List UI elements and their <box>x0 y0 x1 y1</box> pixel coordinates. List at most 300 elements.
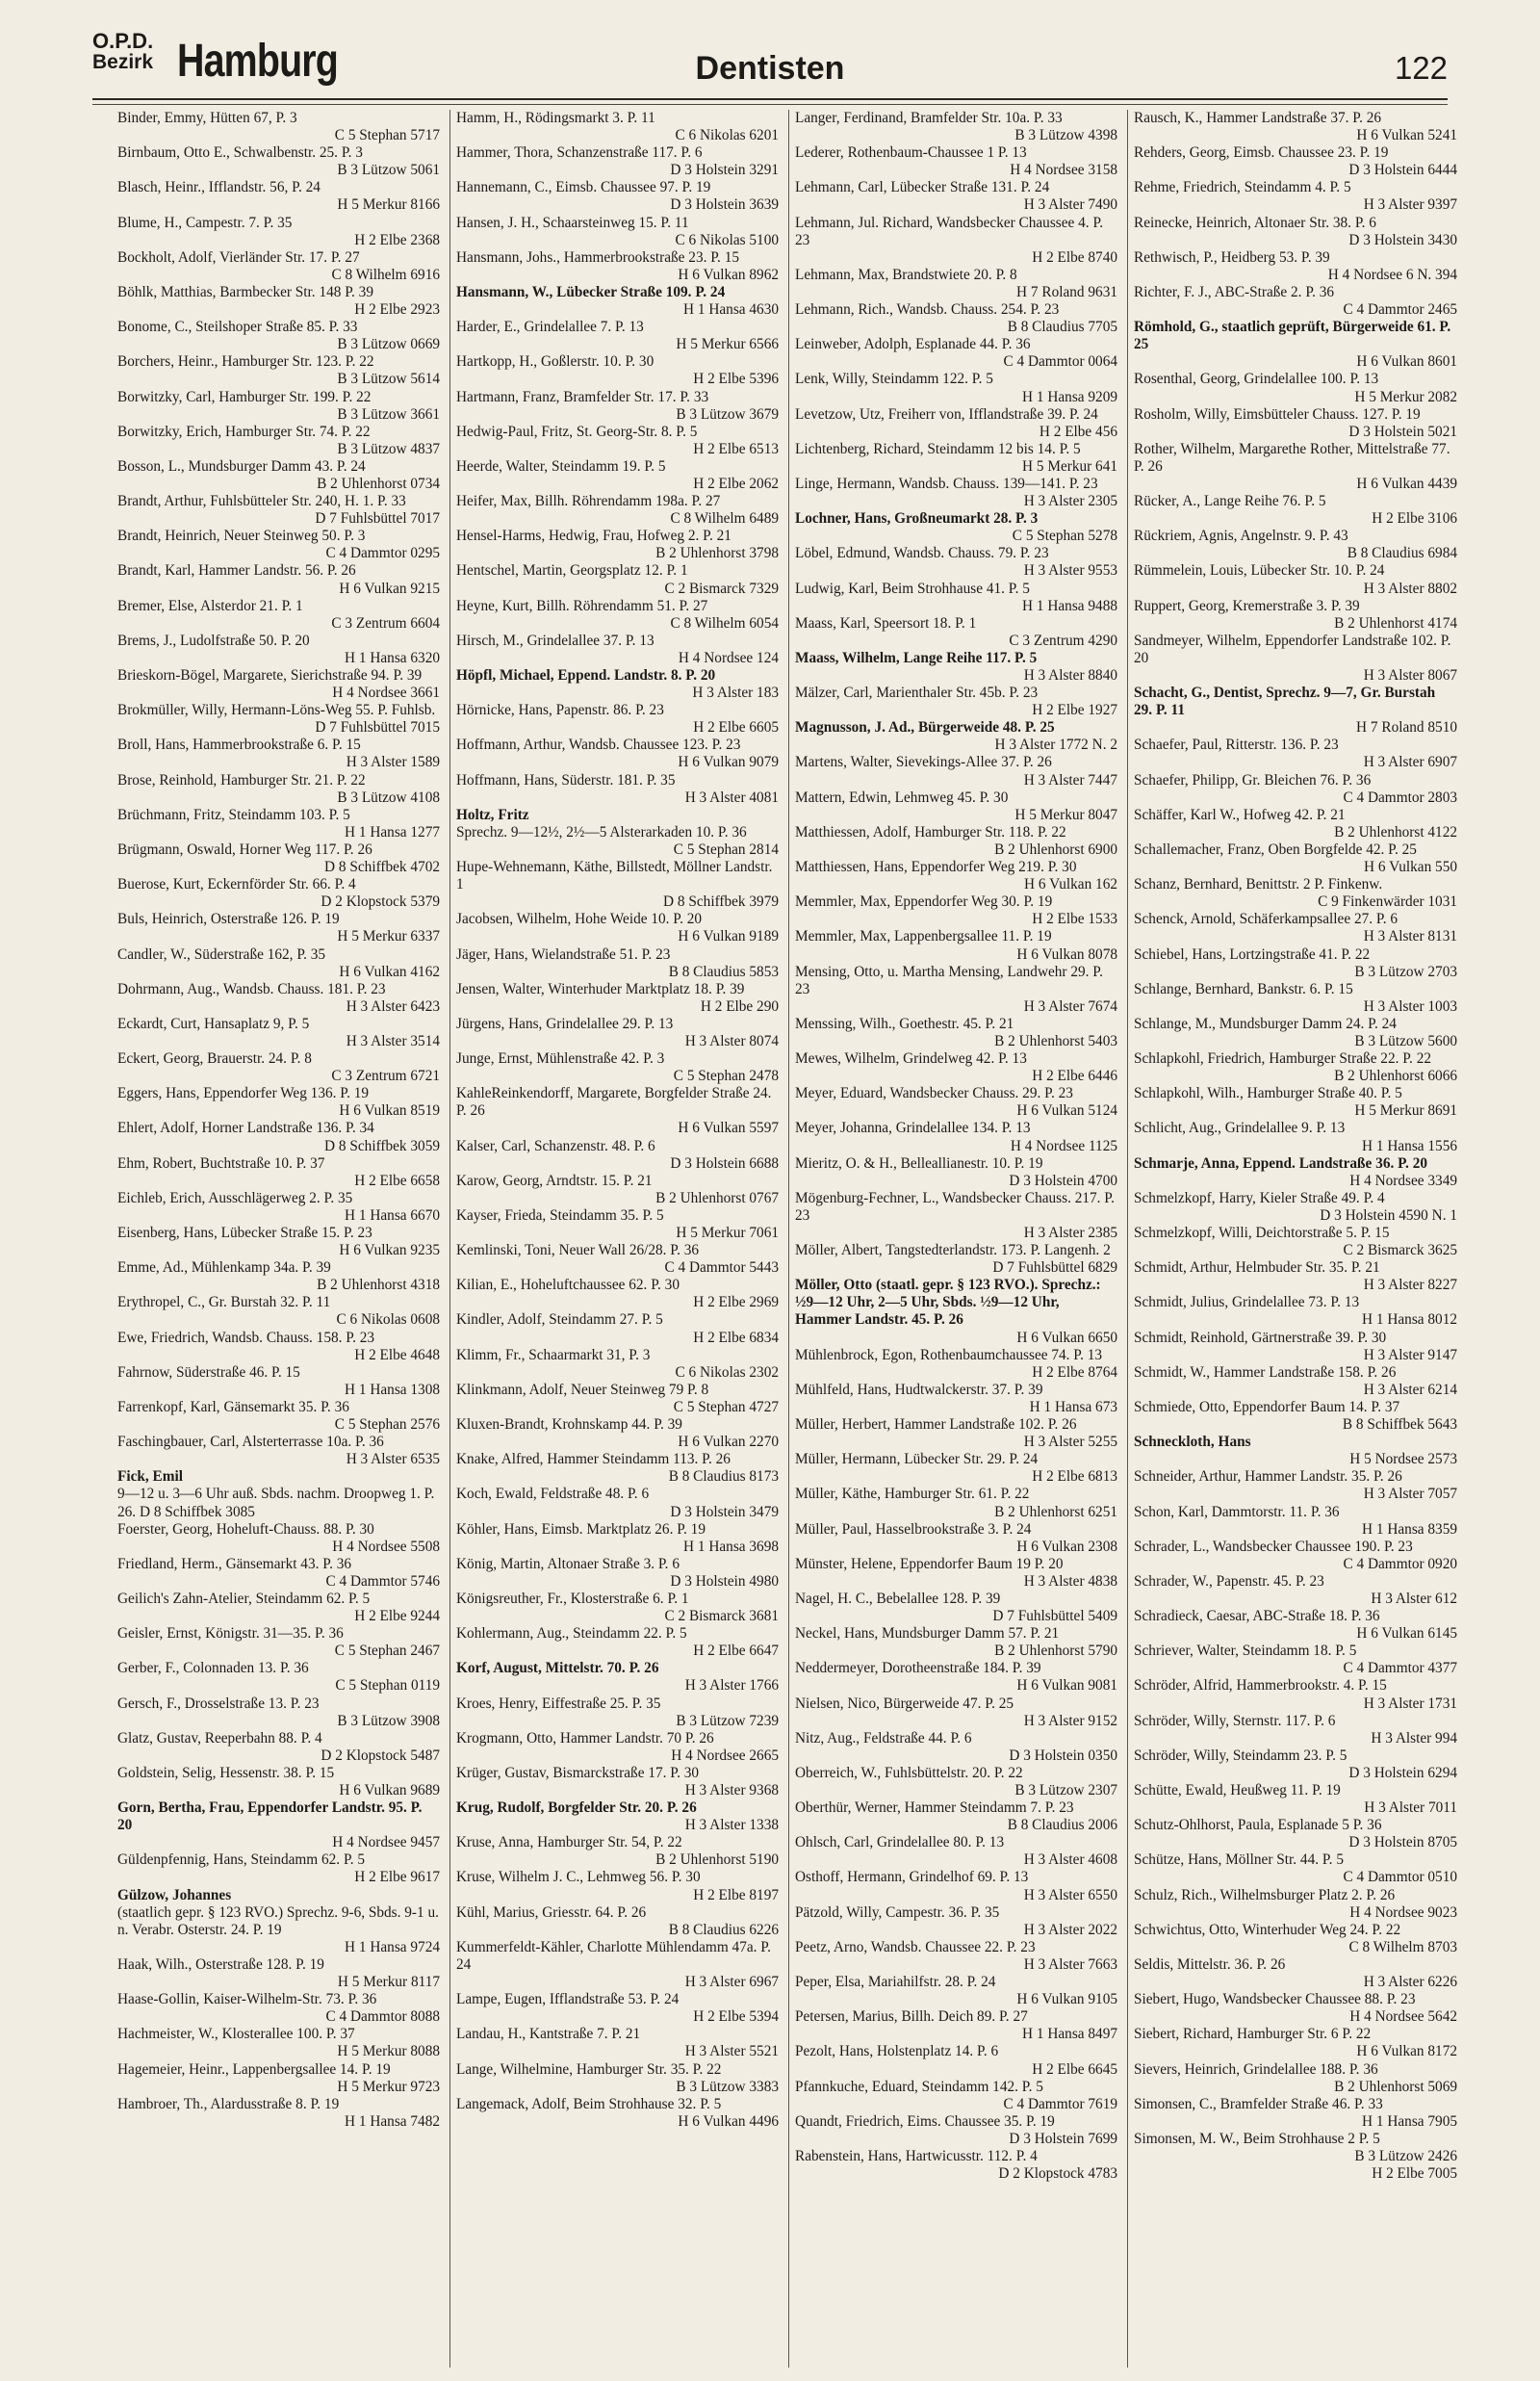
listing-entry <box>1134 1399 1457 1434</box>
listing-entry <box>456 528 779 562</box>
listing-text: Peetz, Arno, Wandsb. Chaussee 22. P. 23 <box>795 1938 1036 1955</box>
listing-phone: D 3 Holstein 7699 <box>1009 2130 1117 2147</box>
listing-entry <box>795 1242 1117 1277</box>
listing-text: Hansmann, Johs., Hammerbrookstraße 23. P. 15 <box>456 248 740 266</box>
listing-entry <box>117 1364 440 1399</box>
listing-phone: H 3 Alster 6550 <box>1023 1886 1117 1903</box>
listing-text: Rabenstein, Hans, Hartwicusstr. 112. P. 4 <box>795 2147 1038 2164</box>
listing-phone: B 8 Claudius 6984 <box>1347 545 1457 562</box>
listing-entry <box>117 737 440 771</box>
listing-phone: B 8 Claudius 8173 <box>668 1468 779 1486</box>
listing-entry <box>117 2096 440 2131</box>
listing-entry <box>795 1834 1117 1869</box>
listing-entry <box>117 1591 440 1625</box>
listing-text: Ewe, Friedrich, Wandsb. Chauss. 158. P. 23 <box>117 1329 375 1346</box>
listing-text: Eckardt, Curt, Hansaplatz 9, P. 5 <box>117 1015 310 1032</box>
listing-text: Hensel-Harms, Hedwig, Frau, Hofweg 2. P. 21 <box>456 528 732 545</box>
listing-phone: H 2 Elbe 6446 <box>1032 1068 1117 1085</box>
listing-text: Nagel, H. C., Bebelallee 128. P. 39 <box>795 1590 1001 1607</box>
listing-entry <box>1134 441 1457 493</box>
listing-text: Birnbaum, Otto E., Schwalbenstr. 25. P. 3 <box>117 144 363 162</box>
listing-entry <box>117 1120 440 1154</box>
listing-phone: H 2 Elbe 456 <box>1039 423 1117 440</box>
listing-entry <box>795 964 1117 1016</box>
listing-phone: H 6 Vulkan 4496 <box>678 2112 779 2130</box>
listing-entry <box>795 1625 1117 1660</box>
listing-text: Broll, Hans, Hammerbrookstraße 6. P. 15 <box>117 737 361 754</box>
listing-text: Möller, Albert, Tangstedterlandstr. 173. P. Langenh. 2 <box>795 1242 1111 1259</box>
listing-text: Schneckloth, Hans <box>1134 1434 1251 1451</box>
listing-phone: D 3 Holstein 4980 <box>670 1572 779 1590</box>
listing-phone: C 4 Dammtor 5746 <box>325 1572 440 1590</box>
listing-text: Levetzow, Utz, Freiherr von, Ifflandstraße 39. P. 24 <box>795 405 1098 423</box>
listing-phone: B 3 Lützow 3679 <box>676 405 779 423</box>
listing-entry <box>1134 144 1457 179</box>
listing-entry <box>795 1695 1117 1730</box>
listing-phone: H 1 Hansa 1556 <box>1362 1137 1457 1154</box>
listing-entry <box>117 249 440 284</box>
listing-phone: H 4 Nordsee 1125 <box>1010 1137 1117 1154</box>
city-title: Hamburg <box>177 36 339 87</box>
listing-text: Jacobsen, Wilhelm, Hohe Weide 10. P. 20 <box>456 911 703 928</box>
listing-phone: C 3 Zentrum 4290 <box>1009 632 1117 649</box>
listing-phone: C 4 Dammtor 2465 <box>1343 301 1457 319</box>
listing-entry <box>1134 1468 1457 1503</box>
listing-entry <box>1134 1922 1457 1956</box>
listing-phone: H 6 Vulkan 9689 <box>339 1782 440 1799</box>
listing-entry <box>795 441 1117 476</box>
listing-phone: H 3 Alster 9553 <box>1023 562 1117 580</box>
listing-text: Siebert, Richard, Hamburger Str. 6 P. 22 <box>1134 2026 1372 2043</box>
listing-entry <box>456 2096 779 2131</box>
listing-text: Hansmann, W., Lübecker Straße 109. P. 24 <box>456 283 726 300</box>
listing-phone: H 3 Alster 2305 <box>1023 493 1117 510</box>
listing-phone: H 6 Vulkan 8172 <box>1356 2043 1457 2060</box>
listing-text: Ludwig, Karl, Beim Strohhause 41. P. 5 <box>795 580 1030 597</box>
listing-entry <box>1134 737 1457 771</box>
listing-entry <box>1134 284 1457 319</box>
listing-text: Hörnicke, Hans, Papenstr. 86. P. 23 <box>456 702 664 719</box>
listing-phone: H 1 Hansa 1277 <box>345 823 440 841</box>
listing-text: KahleReinkendorff, Margarete, Borgfelder Straße 24. P. 26 <box>456 1085 776 1120</box>
listing-text: Krug, Rudolf, Borgfelder Str. 20. P. 26 <box>456 1799 697 1817</box>
listing-entry <box>1134 1225 1457 1259</box>
listing-text: Hannemann, C., Eimsb. Chaussee 97. P. 19 <box>456 179 711 196</box>
listing-phone: C 8 Wilhelm 6916 <box>331 266 440 283</box>
listing-entry <box>795 110 1117 144</box>
listing-entry <box>795 685 1117 719</box>
listing-entry <box>1134 1190 1457 1225</box>
listing-entry <box>795 1591 1117 1625</box>
listing-phone: H 6 Vulkan 2308 <box>1016 1538 1117 1555</box>
listing-text: Krüger, Gustav, Bismarckstraße 17. P. 30 <box>456 1764 700 1781</box>
listing-entry <box>795 1277 1117 1346</box>
directory-column-1 <box>112 110 450 2368</box>
listing-phone: B 3 Lützow 7239 <box>676 1712 779 1729</box>
listing-phone: H 5 Merkur 9723 <box>337 2078 440 2095</box>
listing-text: Schrader, L., Wandsbecker Chaussee 190. P. 23 <box>1134 1538 1413 1555</box>
listing-entry <box>456 911 779 945</box>
listing-entry <box>1134 1330 1457 1364</box>
listing-entry <box>1134 406 1457 441</box>
listing-phone: H 6 Vulkan 9105 <box>1016 1991 1117 2008</box>
listing-phone: C 4 Dammtor 5443 <box>664 1259 779 1277</box>
listing-phone: B 2 Uhlenhorst 4174 <box>1334 614 1457 632</box>
listing-entry <box>1134 1539 1457 1573</box>
listing-entry <box>1134 1016 1457 1050</box>
listing-entry <box>456 1521 779 1556</box>
listing-text: Heifer, Max, Billh. Röhrendamm 198a. P. 27 <box>456 493 721 510</box>
listing-phone: B 2 Uhlenhorst 5790 <box>994 1643 1117 1660</box>
listing-phone: B 3 Lützow 4108 <box>337 789 440 806</box>
listing-entry <box>117 424 440 458</box>
listing-phone: H 6 Vulkan 9189 <box>678 928 779 945</box>
listing-text: Kayser, Frieda, Steindamm 35. P. 5 <box>456 1206 664 1224</box>
listing-text: Schröder, Willy, Sternstr. 117. P. 6 <box>1134 1712 1336 1729</box>
listing-entry <box>456 807 779 824</box>
listing-entry <box>795 1155 1117 1190</box>
listing-entry <box>456 389 779 424</box>
listing-entry <box>117 772 440 807</box>
listing-text: Schmidt, Julius, Grindelallee 73. P. 13 <box>1134 1294 1360 1311</box>
listing-text: Brose, Reinhold, Hamburger Str. 21. P. 22 <box>117 771 366 789</box>
listing-text: Sandmeyer, Wilhelm, Eppendorfer Landstraße 102. P. 20 <box>1134 632 1455 666</box>
listing-text: Koch, Ewald, Feldstraße 48. P. 6 <box>456 1486 650 1503</box>
listing-entry <box>456 2061 779 2096</box>
listing-text: Martens, Walter, Sievekings-Allee 37. P. 26 <box>795 754 1052 771</box>
listing-text: Junge, Ernst, Mühlenstraße 42. P. 3 <box>456 1050 665 1068</box>
listing-text: Kroes, Henry, Eiffestraße 25. P. 35 <box>456 1695 661 1712</box>
listing-phone: H 2 Elbe 5396 <box>693 371 779 388</box>
listing-entry <box>456 1085 779 1137</box>
listing-text: Quandt, Friedrich, Eims. Chaussee 35. P. 19 <box>795 2112 1055 2130</box>
listing-entry <box>795 581 1117 615</box>
listing-text: Lochner, Hans, Großneumarkt 28. P. 3 <box>795 510 1039 528</box>
listing-entry <box>456 1486 779 1520</box>
listing-entry <box>795 267 1117 301</box>
listing-text: Nitz, Aug., Feldstraße 44. P. 6 <box>795 1729 972 1747</box>
listing-phone: H 6 Vulkan 8962 <box>678 266 779 283</box>
listing-text: Richter, F. J., ABC-Straße 2. P. 36 <box>1134 283 1335 300</box>
listing-text: Meyer, Eduard, Wandsbecker Chauss. 29. P. 23 <box>795 1085 1073 1102</box>
listing-entry <box>456 353 779 388</box>
listing-entry <box>795 406 1117 441</box>
listing-entry <box>117 458 440 493</box>
listing-entry <box>456 667 779 702</box>
listing-entry <box>117 1887 440 1904</box>
listing-text: Blume, H., Campestr. 7. P. 35 <box>117 214 293 231</box>
listing-text: Jürgens, Hans, Grindelallee 29. P. 13 <box>456 1015 674 1032</box>
listing-entry <box>456 1277 779 1311</box>
listing-entry <box>456 1695 779 1730</box>
listing-entry <box>117 2026 440 2060</box>
listing-phone: B 3 Lützow 2307 <box>1014 1782 1117 1799</box>
listing-phone: C 6 Nikolas 6201 <box>675 127 779 144</box>
listing-entry <box>1134 319 1457 371</box>
page-number: 122 <box>1394 50 1448 86</box>
listing-entry <box>795 336 1117 371</box>
listing-entry <box>1134 110 1457 144</box>
listing-entry <box>117 2061 440 2096</box>
listing-entry <box>456 946 779 981</box>
listing-phone: H 3 Alster 2022 <box>1023 1921 1117 1938</box>
listing-text: Lehmann, Jul. Richard, Wandsbecker Chaussee 4. P. 23 <box>795 214 1107 248</box>
listing-entry <box>1134 1782 1457 1817</box>
listing-text: Eisenberg, Hans, Lübecker Straße 15. P. 23 <box>117 1225 372 1241</box>
listing-entry <box>1134 1713 1457 1747</box>
listing-text: Schaefer, Paul, Ritterstr. 136. P. 23 <box>1134 737 1339 754</box>
listing-entry <box>456 284 779 319</box>
listing-text: Goldstein, Selig, Hessenstr. 38. P. 15 <box>117 1764 335 1781</box>
listing-text: Schmelzkopf, Willi, Deichtorstraße 5. P. 15 <box>1134 1225 1390 1241</box>
listing-entry <box>1134 2131 1457 2165</box>
listing-phone: H 3 Alster 6907 <box>1363 754 1457 771</box>
listing-text: Hoffmann, Arthur, Wandsb. Chaussee 123. P. 23 <box>456 737 741 754</box>
listing-entry <box>456 110 779 144</box>
listing-text: Binder, Emmy, Hütten 67, P. 3 <box>117 110 297 126</box>
listing-phone: H 6 Vulkan 6650 <box>1016 1329 1117 1346</box>
listing-text: Brieskorn-Bögel, Margarete, Sierichstraße 94. P. 39 <box>117 667 423 684</box>
listing-entry <box>1134 1643 1457 1677</box>
listing-phone: H 2 Elbe 9617 <box>354 1869 440 1886</box>
listing-entry <box>1134 2026 1457 2060</box>
listing-entry <box>456 319 779 353</box>
listing-phone: H 5 Merkur 2082 <box>1354 388 1457 405</box>
listing-text: Schiebel, Hans, Lortzingstraße 41. P. 22 <box>1134 945 1371 963</box>
listing-entry <box>795 1347 1117 1382</box>
listing-entry <box>1134 1608 1457 1643</box>
listing-text: Magnusson, J. Ad., Bürgerweide 48. P. 25 <box>795 719 1055 737</box>
listing-text: Köhler, Hans, Eimsb. Marktplatz 26. P. 19 <box>456 1520 706 1538</box>
listing-phone: H 2 Elbe 6647 <box>693 1643 779 1660</box>
listing-text: Candler, W., Süderstraße 162, P. 35 <box>117 945 326 963</box>
listing-phone: H 5 Merkur 6566 <box>676 336 779 353</box>
listing-phone: H 2 Elbe 1927 <box>1032 702 1117 719</box>
listing-text: Seldis, Mittelstr. 36. P. 26 <box>1134 1955 1286 1973</box>
listing-text: Reinecke, Heinrich, Altonaer Str. 38. P. 6 <box>1134 214 1376 231</box>
listing-entry <box>1134 1050 1457 1085</box>
listing-entry <box>1134 2096 1457 2131</box>
listing-entry <box>795 144 1117 179</box>
listing-text: Mälzer, Carl, Marienthaler Str. 45b. P. 23 <box>795 685 1039 702</box>
listing-entry <box>456 458 779 493</box>
listing-phone: H 2 Elbe 6513 <box>693 440 779 457</box>
listing-text: Kluxen-Brandt, Krohnskamp 44. P. 39 <box>456 1416 682 1434</box>
listing-text: Foerster, Georg, Hoheluft-Chauss. 88. P. 30 <box>117 1520 374 1538</box>
listing-entry <box>795 476 1117 510</box>
listing-text: Geisler, Ernst, Königstr. 31—35. P. 36 <box>117 1625 344 1643</box>
listing-entry <box>117 1765 440 1799</box>
listing-entry <box>456 179 779 214</box>
listing-entry <box>117 1730 440 1765</box>
listing-text: Brüchmann, Fritz, Steindamm 103. P. 5 <box>117 806 350 823</box>
listing-phone: H 5 Merkur 8166 <box>337 196 440 214</box>
listing-text: Schriever, Walter, Steindamm 18. P. 5 <box>1134 1643 1357 1660</box>
listing-entry <box>117 841 440 876</box>
listing-phone: C 2 Bismarck 3681 <box>664 1608 779 1625</box>
listing-phone: D 3 Holstein 8705 <box>1348 1834 1457 1851</box>
listing-phone: H 2 Elbe 8197 <box>693 1886 779 1903</box>
listing-phone: C 3 Zentrum 6721 <box>331 1068 440 1085</box>
listing-entry <box>117 667 440 702</box>
listing-entry <box>795 1904 1117 1939</box>
listing-phone: C 5 Stephan 5717 <box>334 127 440 144</box>
listing-entry <box>456 1765 779 1799</box>
listing-text: Leinweber, Adolph, Esplanade 44. P. 36 <box>795 336 1031 353</box>
listing-entry <box>456 702 779 737</box>
listing-columns <box>112 110 1469 2368</box>
listing-phone: B 3 Lützow 4398 <box>1014 127 1117 144</box>
listing-text: Menssing, Wilh., Goethestr. 45. P. 21 <box>795 1015 1014 1032</box>
listing-phone: B 3 Lützow 5600 <box>1354 1032 1457 1049</box>
listing-text: Mensing, Otto, u. Martha Mensing, Landwehr 29. P. 23 <box>795 963 1107 997</box>
listing-phone: D 3 Holstein 3639 <box>670 196 779 214</box>
listing-entry <box>795 2079 1117 2113</box>
listing-entry <box>117 493 440 528</box>
listing-phone: H 2 Elbe 2368 <box>354 231 440 248</box>
listing-text: Eggers, Hans, Eppendorfer Weg 136. P. 19 <box>117 1085 370 1102</box>
listing-text: Lehmann, Max, Brandstwiete 20. P. 8 <box>795 266 1017 283</box>
listing-text: Schlange, Bernhard, Bankstr. 6. P. 15 <box>1134 980 1353 997</box>
listing-entry <box>117 876 440 911</box>
listing-text: Heerde, Walter, Steindamm 19. P. 5 <box>456 457 666 475</box>
listing-phone: H 6 Vulkan 8519 <box>339 1102 440 1120</box>
listing-entry <box>117 1521 440 1556</box>
listing-text: Rother, Wilhelm, Margarethe Rother, Mittelstraße 77. P. 26 <box>1134 440 1454 475</box>
listing-entry <box>456 1016 779 1050</box>
listing-phone: H 5 Merkur 641 <box>1022 457 1117 475</box>
listing-text: Höpfl, Michael, Eppend. Landstr. 8. P. 20 <box>456 667 716 684</box>
listing-entry <box>456 1939 779 1991</box>
listing-text: Schlange, M., Mundsburger Damm 24. P. 24 <box>1134 1015 1397 1032</box>
listing-phone: B 8 Schiffbek 5643 <box>1342 1416 1457 1434</box>
listing-phone: B 8 Claudius 5853 <box>668 963 779 980</box>
listing-entry <box>795 1451 1117 1486</box>
header-rule <box>92 98 1448 100</box>
listing-phone: C 4 Dammtor 0295 <box>325 545 440 562</box>
listing-phone: C 9 Finkenwärder 1031 <box>1318 893 1457 911</box>
listing-phone: D 7 Fuhlsbüttel 7017 <box>315 510 440 528</box>
listing-phone: H 6 Vulkan 4439 <box>1356 475 1457 492</box>
listing-phone: H 4 Nordsee 124 <box>678 649 779 666</box>
listing-entry <box>795 1730 1117 1765</box>
listing-entry <box>795 179 1117 214</box>
listing-phone: B 2 Uhlenhorst 4122 <box>1334 823 1457 841</box>
listing-phone: D 3 Holstein 3479 <box>670 1503 779 1520</box>
listing-phone: C 8 Wilhelm 6054 <box>670 614 779 632</box>
listing-entry <box>1134 2061 1457 2096</box>
listing-text: Schlicht, Aug., Grindelallee 9. P. 13 <box>1134 1120 1346 1137</box>
listing-phone: D 3 Holstein 6294 <box>1348 1764 1457 1781</box>
listing-text: Schenck, Arnold, Schäferkampsallee 27. P. 6 <box>1134 911 1399 928</box>
listing-text: Gerber, F., Colonnaden 13. P. 36 <box>117 1660 309 1677</box>
listing-entry <box>456 1660 779 1695</box>
listing-text: Nielsen, Nico, Bürgerweide 47. P. 25 <box>795 1695 1014 1712</box>
listing-entry <box>117 1085 440 1120</box>
listing-phone: H 3 Alster 2385 <box>1023 1225 1117 1241</box>
listing-entry <box>456 1382 779 1416</box>
listing-phone: B 8 Claudius 2006 <box>1007 1817 1117 1834</box>
listing-text: Kummerfeldt-Kähler, Charlotte Mühlendamm 47a. P. 24 <box>456 1938 775 1973</box>
listing-phone: H 2 Elbe 8764 <box>1032 1363 1117 1381</box>
listing-entry <box>456 1173 779 1207</box>
listing-phone: H 5 Merkur 6337 <box>337 928 440 945</box>
listing-text: Schmidt, Arthur, Helmbuder Str. 35. P. 21 <box>1134 1259 1380 1277</box>
listing-text: Hartmann, Franz, Bramfelder Str. 17. P. 33 <box>456 388 709 405</box>
listing-text: Memmler, Max, Lappenbergsallee 11. P. 19 <box>795 928 1052 945</box>
listing-phone: H 3 Alster 7011 <box>1364 1799 1457 1817</box>
listing-entry <box>117 179 440 214</box>
listing-entry <box>117 110 440 144</box>
listing-phone: H 6 Vulkan 9235 <box>339 1242 440 1259</box>
listing-phone: C 6 Nikolas 0608 <box>336 1311 440 1329</box>
listing-phone: D 3 Holstein 0350 <box>1009 1747 1117 1764</box>
listing-entry <box>795 371 1117 405</box>
listing-entry <box>1134 598 1457 633</box>
listing-text: Schrader, W., Papenstr. 45. P. 23 <box>1134 1572 1324 1590</box>
listing-entry <box>1134 772 1457 807</box>
listing-phone: H 6 Vulkan 6145 <box>1356 1625 1457 1643</box>
listing-text: Langemack, Adolf, Beim Strohhause 32. P. 5 <box>456 2095 722 2112</box>
listing-text: Borwitzky, Erich, Hamburger Str. 74. P. 22 <box>117 423 371 440</box>
listing-entry <box>117 353 440 388</box>
listing-entry <box>117 981 440 1016</box>
listing-text: Schmelzkopf, Harry, Kieler Straße 49. P. 4 <box>1134 1189 1385 1206</box>
listing-entry <box>795 824 1117 859</box>
listing-text: Oberthür, Werner, Hammer Steindamm 7. P. 23 <box>795 1799 1074 1817</box>
listing-entry <box>1134 981 1457 1016</box>
listing-entry <box>456 562 779 597</box>
listing-phone: C 4 Dammtor 0064 <box>1003 353 1117 371</box>
listing-entry <box>795 893 1117 928</box>
listing-text: Kruse, Anna, Hamburger Str. 54, P. 22 <box>456 1834 682 1851</box>
listing-entry <box>117 598 440 633</box>
listing-phone: H 4 Nordsee 3158 <box>1010 162 1117 179</box>
listing-text: Schmarje, Anna, Eppend. Landstraße 36. P. 20 <box>1134 1154 1428 1172</box>
listing-phone: D 3 Holstein 3291 <box>670 162 779 179</box>
listing-text: Müller, Käthe, Hamburger Str. 61. P. 22 <box>795 1486 1030 1503</box>
listing-phone: D 2 Klopstock 5379 <box>321 893 440 911</box>
listing-phone: B 3 Lützow 3383 <box>676 2078 779 2095</box>
listing-entry <box>117 1556 440 1591</box>
listing-phone: C 5 Stephan 5278 <box>1012 528 1117 545</box>
listing-phone: H 3 Alster 1003 <box>1363 997 1457 1015</box>
listing-phone: B 3 Lützow 2426 <box>1354 2147 1457 2164</box>
listing-entry <box>456 1242 779 1277</box>
listing-text: Lehmann, Rich., Wandsb. Chauss. 254. P. 23 <box>795 301 1060 319</box>
listing-text: Matthiessen, Hans, Eppendorfer Weg 219. P. 30 <box>795 859 1077 876</box>
listing-phone: H 1 Hansa 8497 <box>1022 2026 1117 2043</box>
listing-phone: B 2 Uhlenhorst 5069 <box>1334 2078 1457 2095</box>
listing-phone: H 6 Vulkan 8601 <box>1356 353 1457 371</box>
listing-phone: H 6 Vulkan 550 <box>1364 859 1457 876</box>
listing-phone: C 4 Dammtor 2803 <box>1343 789 1457 806</box>
listing-entry <box>117 389 440 424</box>
listing-entry <box>1134 249 1457 284</box>
listing-phone: C 5 Stephan 2467 <box>334 1643 440 1660</box>
listing-text: Pfannkuche, Eduard, Steindamm 142. P. 5 <box>795 2078 1043 2095</box>
listing-text: Neckel, Hans, Mundsburger Damm 57. P. 21 <box>795 1625 1060 1643</box>
listing-phone: H 2 Elbe 6834 <box>693 1329 779 1346</box>
listing-text: Eckert, Georg, Brauerstr. 24. P. 8 <box>117 1050 312 1068</box>
listing-entry <box>117 1155 440 1190</box>
listing-phone: H 2 Elbe 6645 <box>1032 2060 1117 2078</box>
listing-entry <box>795 859 1117 893</box>
listing-text: Rosholm, Willy, Eimsbütteler Chauss. 127. P. 19 <box>1134 405 1421 423</box>
listing-phone: H 2 Elbe 1533 <box>1032 911 1117 928</box>
listing-phone: B 3 Lützow 5061 <box>337 162 440 179</box>
listing-text: Buls, Heinrich, Osterstraße 126. P. 19 <box>117 911 340 928</box>
